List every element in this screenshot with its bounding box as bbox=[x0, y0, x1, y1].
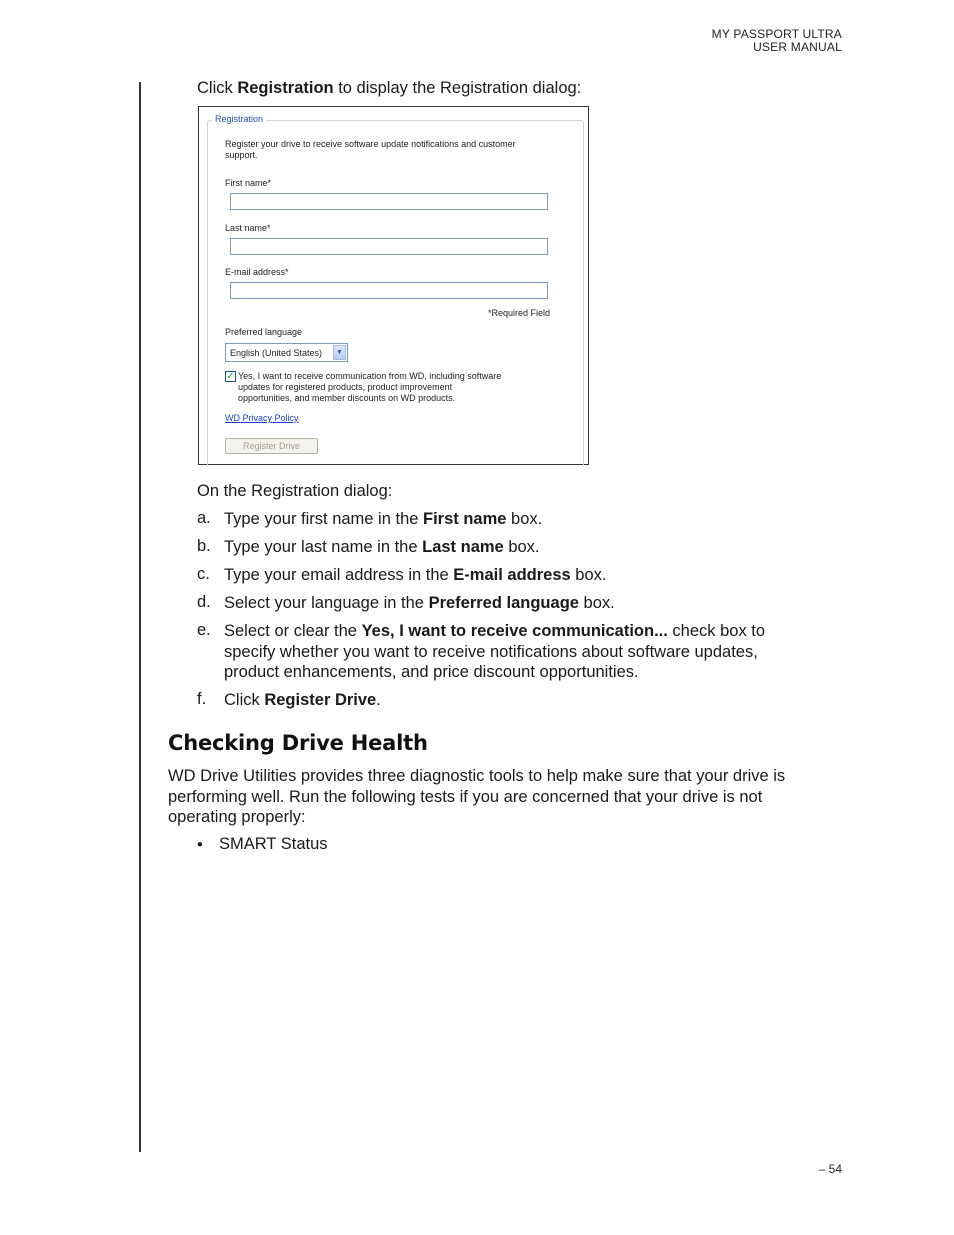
step-text bbox=[224, 690, 824, 711]
step-bold: Yes, I want to receive communication... bbox=[361, 622, 668, 640]
step-letter: a. bbox=[197, 509, 211, 527]
step-pre: Click bbox=[224, 691, 265, 709]
step-letter: e. bbox=[197, 621, 211, 639]
step-letter: d. bbox=[197, 593, 211, 611]
step-pre: Type your first name in the bbox=[224, 510, 424, 528]
dialog-description-line1: Register your drive to receive software update notifications and customer bbox=[225, 139, 516, 149]
first-name-input[interactable] bbox=[230, 193, 548, 210]
step-bold: Preferred language bbox=[428, 594, 579, 612]
dialog-description bbox=[225, 139, 516, 161]
first-name-label: First name* bbox=[225, 178, 272, 188]
intro-pre: Click bbox=[197, 79, 238, 97]
header-doc-type: USER MANUAL bbox=[753, 40, 842, 54]
preferred-language-label: Preferred language bbox=[225, 327, 303, 337]
registration-dialog-screenshot bbox=[198, 106, 589, 465]
step-pre: Type your last name in the bbox=[224, 538, 423, 556]
step-post: box. bbox=[506, 510, 543, 528]
step-pre: Select or clear the bbox=[224, 622, 362, 640]
step-letter: f. bbox=[197, 690, 207, 708]
email-label: E-mail address* bbox=[225, 267, 289, 277]
on-dialog-text: On the Registration dialog: bbox=[197, 482, 393, 500]
step-pre: Select your language in the bbox=[224, 594, 429, 612]
email-input[interactable] bbox=[230, 282, 548, 299]
step-post: box. bbox=[503, 538, 540, 556]
intro-bold: Registration bbox=[237, 79, 334, 97]
step-text bbox=[224, 593, 824, 614]
step-pre: Type your email address in the bbox=[224, 566, 454, 584]
step-post: . bbox=[376, 691, 381, 709]
consent-checkbox[interactable] bbox=[225, 371, 236, 382]
consent-text bbox=[238, 371, 501, 404]
register-drive-button[interactable]: Register Drive bbox=[225, 438, 318, 454]
consent-line3: opportunities, and member discounts on WD products. bbox=[238, 393, 456, 403]
step-letter: c. bbox=[197, 565, 210, 583]
step-post: check box to specify whether you want to receive notifications about software updates, product enhancements, and price discount opportunities. bbox=[224, 622, 766, 681]
consent-line2: updates for registered products, product improvement bbox=[238, 382, 453, 392]
checkmark-icon: ✓ bbox=[226, 371, 235, 382]
consent-line1: Yes, I want to receive communication from WD, including software bbox=[238, 371, 502, 381]
page-number: – 54 bbox=[818, 1162, 842, 1176]
step-text bbox=[224, 509, 824, 530]
intro-sentence bbox=[197, 79, 581, 98]
header-product: MY PASSPORT ULTRA bbox=[711, 27, 842, 41]
bullet-dot: • bbox=[197, 836, 203, 854]
step-text bbox=[224, 537, 824, 558]
step-post: box. bbox=[570, 566, 607, 584]
section-paragraph: WD Drive Utilities provides three diagnostic tools to help make sure that your drive is performing well. Run the following tests if you are concerned that your drive is not operating properly: bbox=[168, 767, 786, 826]
dialog-legend: Registration bbox=[212, 114, 266, 124]
step-bold: Last name bbox=[422, 538, 504, 556]
intro-post: to display the Registration dialog: bbox=[333, 79, 582, 97]
step-bold: E-mail address bbox=[453, 566, 571, 584]
step-letter: b. bbox=[197, 537, 211, 555]
step-text bbox=[224, 565, 824, 586]
step-bold: Register Drive bbox=[264, 691, 377, 709]
margin-rule bbox=[139, 82, 141, 1152]
section-heading: Checking Drive Health bbox=[168, 731, 428, 755]
step-text bbox=[224, 621, 814, 683]
bullet-smart-status: SMART Status bbox=[219, 835, 328, 853]
dialog-description-line2: support. bbox=[225, 150, 258, 160]
privacy-policy-link[interactable]: WD Privacy Policy bbox=[225, 413, 299, 423]
required-field-note: *Required Field bbox=[487, 308, 550, 318]
preferred-language-value: English (United States) bbox=[230, 348, 323, 358]
chevron-down-icon[interactable]: ▼ bbox=[333, 345, 346, 360]
step-bold: First name bbox=[423, 510, 507, 528]
last-name-input[interactable] bbox=[230, 238, 548, 255]
running-header bbox=[712, 28, 842, 54]
step-post: box. bbox=[578, 594, 615, 612]
preferred-language-select[interactable] bbox=[225, 343, 348, 362]
last-name-label: Last name* bbox=[225, 223, 271, 233]
